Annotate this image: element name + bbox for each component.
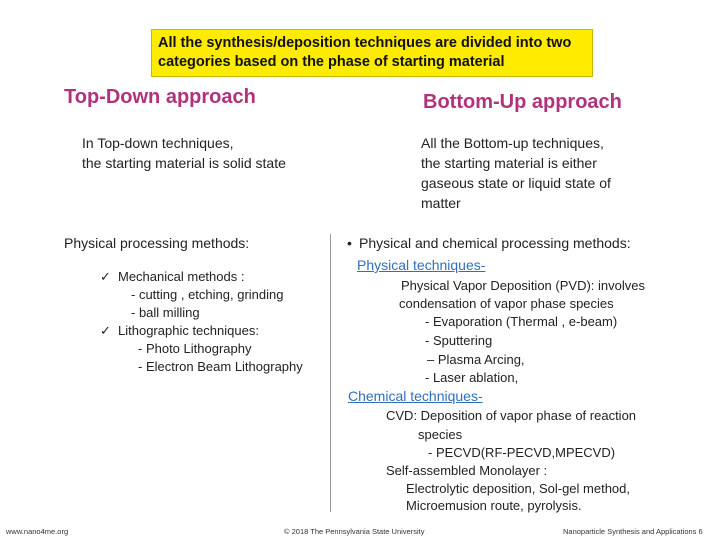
litho-item-photo: - Photo Lithography <box>138 341 252 356</box>
mechanical-methods-label: Mechanical methods : <box>118 269 245 284</box>
pvd-line-1: Physical Vapor Deposition (PVD): involves <box>401 278 645 293</box>
pvd-item-plasma-arcing: – Plasma Arcing, <box>427 352 525 367</box>
bottom-up-methods-title <box>347 235 631 251</box>
pvd-item-laser-ablation: - Laser ablation, <box>425 370 519 385</box>
bottom-up-description <box>421 133 691 213</box>
column-divider <box>330 234 331 512</box>
mechanical-methods-item <box>100 268 244 286</box>
bottom-up-desc-line-3: gaseous state or liquid state of <box>421 175 611 191</box>
banner-line-1: All the synthesis/deposition techniques are divided into two <box>158 35 572 51</box>
footer-slide-title: Nanoparticle Synthesis and Applications 6 <box>563 527 703 536</box>
bottom-up-desc-line-4: matter <box>421 195 461 211</box>
bottom-up-methods-label: Physical and chemical processing methods: <box>359 235 631 251</box>
cvd-line-2: species <box>418 427 463 442</box>
summary-banner <box>151 29 593 77</box>
checkmark-icon: ✓ <box>100 323 111 338</box>
cvd-item-pecvd: - PECVD(RF-PECVD,MPECVD) <box>428 445 616 460</box>
physical-techniques-link[interactable]: Physical techniques- <box>357 257 486 273</box>
sam-line-1: Electrolytic deposition, Sol-gel method, <box>406 481 631 496</box>
pvd-item-sputtering: - Sputtering <box>425 333 493 348</box>
checkmark-icon: ✓ <box>100 269 111 284</box>
banner-line-2: categories based on the phase of starting material <box>158 54 505 70</box>
litho-item-electron-beam: - Electron Beam Lithography <box>138 359 303 374</box>
bottom-up-desc-line-2: the starting material is either <box>421 155 597 171</box>
pvd-line-2: condensation of vapor phase species <box>399 296 614 311</box>
bottom-up-heading: Bottom-Up approach <box>423 91 622 113</box>
lithographic-techniques-item <box>100 322 259 340</box>
mech-item-cutting: - cutting , etching, grinding <box>131 287 284 302</box>
pvd-item-evaporation: - Evaporation (Thermal , e-beam) <box>425 314 618 329</box>
chemical-techniques-link[interactable]: Chemical techniques- <box>348 388 483 404</box>
footer-website: www.nano4me.org <box>6 527 69 536</box>
cvd-line-1: CVD: Deposition of vapor phase of reaction <box>386 408 637 423</box>
top-down-description <box>82 133 342 173</box>
top-down-desc-line-1: In Top-down techniques, <box>82 135 234 151</box>
top-down-methods-title: Physical processing methods: <box>64 235 250 251</box>
sam-title: Self-assembled Monolayer : <box>386 463 548 478</box>
top-down-desc-line-2: the starting material is solid state <box>82 155 286 171</box>
bullet-icon: • <box>347 235 352 251</box>
footer-copyright: © 2018 The Pennsylvania State University <box>284 527 425 536</box>
mech-item-ball-milling: - ball milling <box>131 305 200 320</box>
bottom-up-desc-line-1: All the Bottom-up techniques, <box>421 135 604 151</box>
top-down-heading: Top-Down approach <box>64 86 256 108</box>
sam-line-2: Microemusion route, pyrolysis. <box>406 498 582 513</box>
lithographic-techniques-label: Lithographic techniques: <box>118 323 259 338</box>
